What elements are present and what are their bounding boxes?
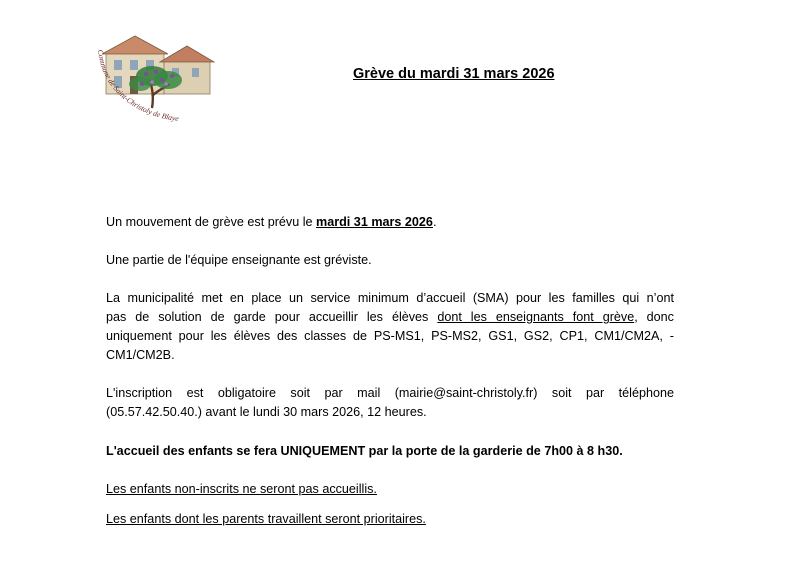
strike-date: mardi 31 mars 2026 <box>316 215 433 229</box>
page-title: Grève du mardi 31 mars 2026 <box>353 66 555 82</box>
announcement-end: . <box>432 215 437 229</box>
sma-line-3: uniquement pour les élèves des classes de PS-MS1, PS-MS2, GS1, GS2, CP1, CM1/CM2A, - <box>106 329 674 343</box>
strike-announcement <box>106 213 674 232</box>
sma-paragraph <box>106 289 674 365</box>
logo-caption: Commune de Saint-Christoly de Blaye <box>96 49 180 124</box>
announcement-text: Un mouvement de grève est prévu le <box>106 215 317 229</box>
sma-line-2-end: , donc <box>634 310 674 324</box>
commune-logo <box>96 30 238 135</box>
sma-line-1: La municipalité met en place un service minimum d’accueil (SMA) pour les familles qui n’ont <box>106 291 674 305</box>
registration-line-2: (05.57.42.50.40.) avant le lundi 30 mars 2026, 12 heures. <box>106 405 427 419</box>
registration-line-1: L'inscription est obligatoire soit par mail (mairie@saint-christoly.fr) soit par téléphone <box>106 386 674 400</box>
teachers-on-strike: Une partie de l'équipe enseignante est gréviste. <box>106 253 372 267</box>
sma-line-2 <box>106 308 674 327</box>
reception-notice: L'accueil des enfants se fera UNIQUEMENT par la porte de la garderie de 7h00 à 8 h30. <box>106 444 623 458</box>
sma-line-2-start: pas de solution de garde pour accueillir les élèves <box>106 310 438 324</box>
sma-line-4: CM1/CM2B. <box>106 348 175 362</box>
registration-paragraph <box>106 384 674 422</box>
sma-underlined-phrase: dont les enseignants font grève <box>437 310 635 324</box>
priority-notice: Les enfants dont les parents travaillent seront prioritaires. <box>106 512 426 526</box>
non-registered-notice: Les enfants non-inscrits ne seront pas accueillis. <box>106 482 377 496</box>
